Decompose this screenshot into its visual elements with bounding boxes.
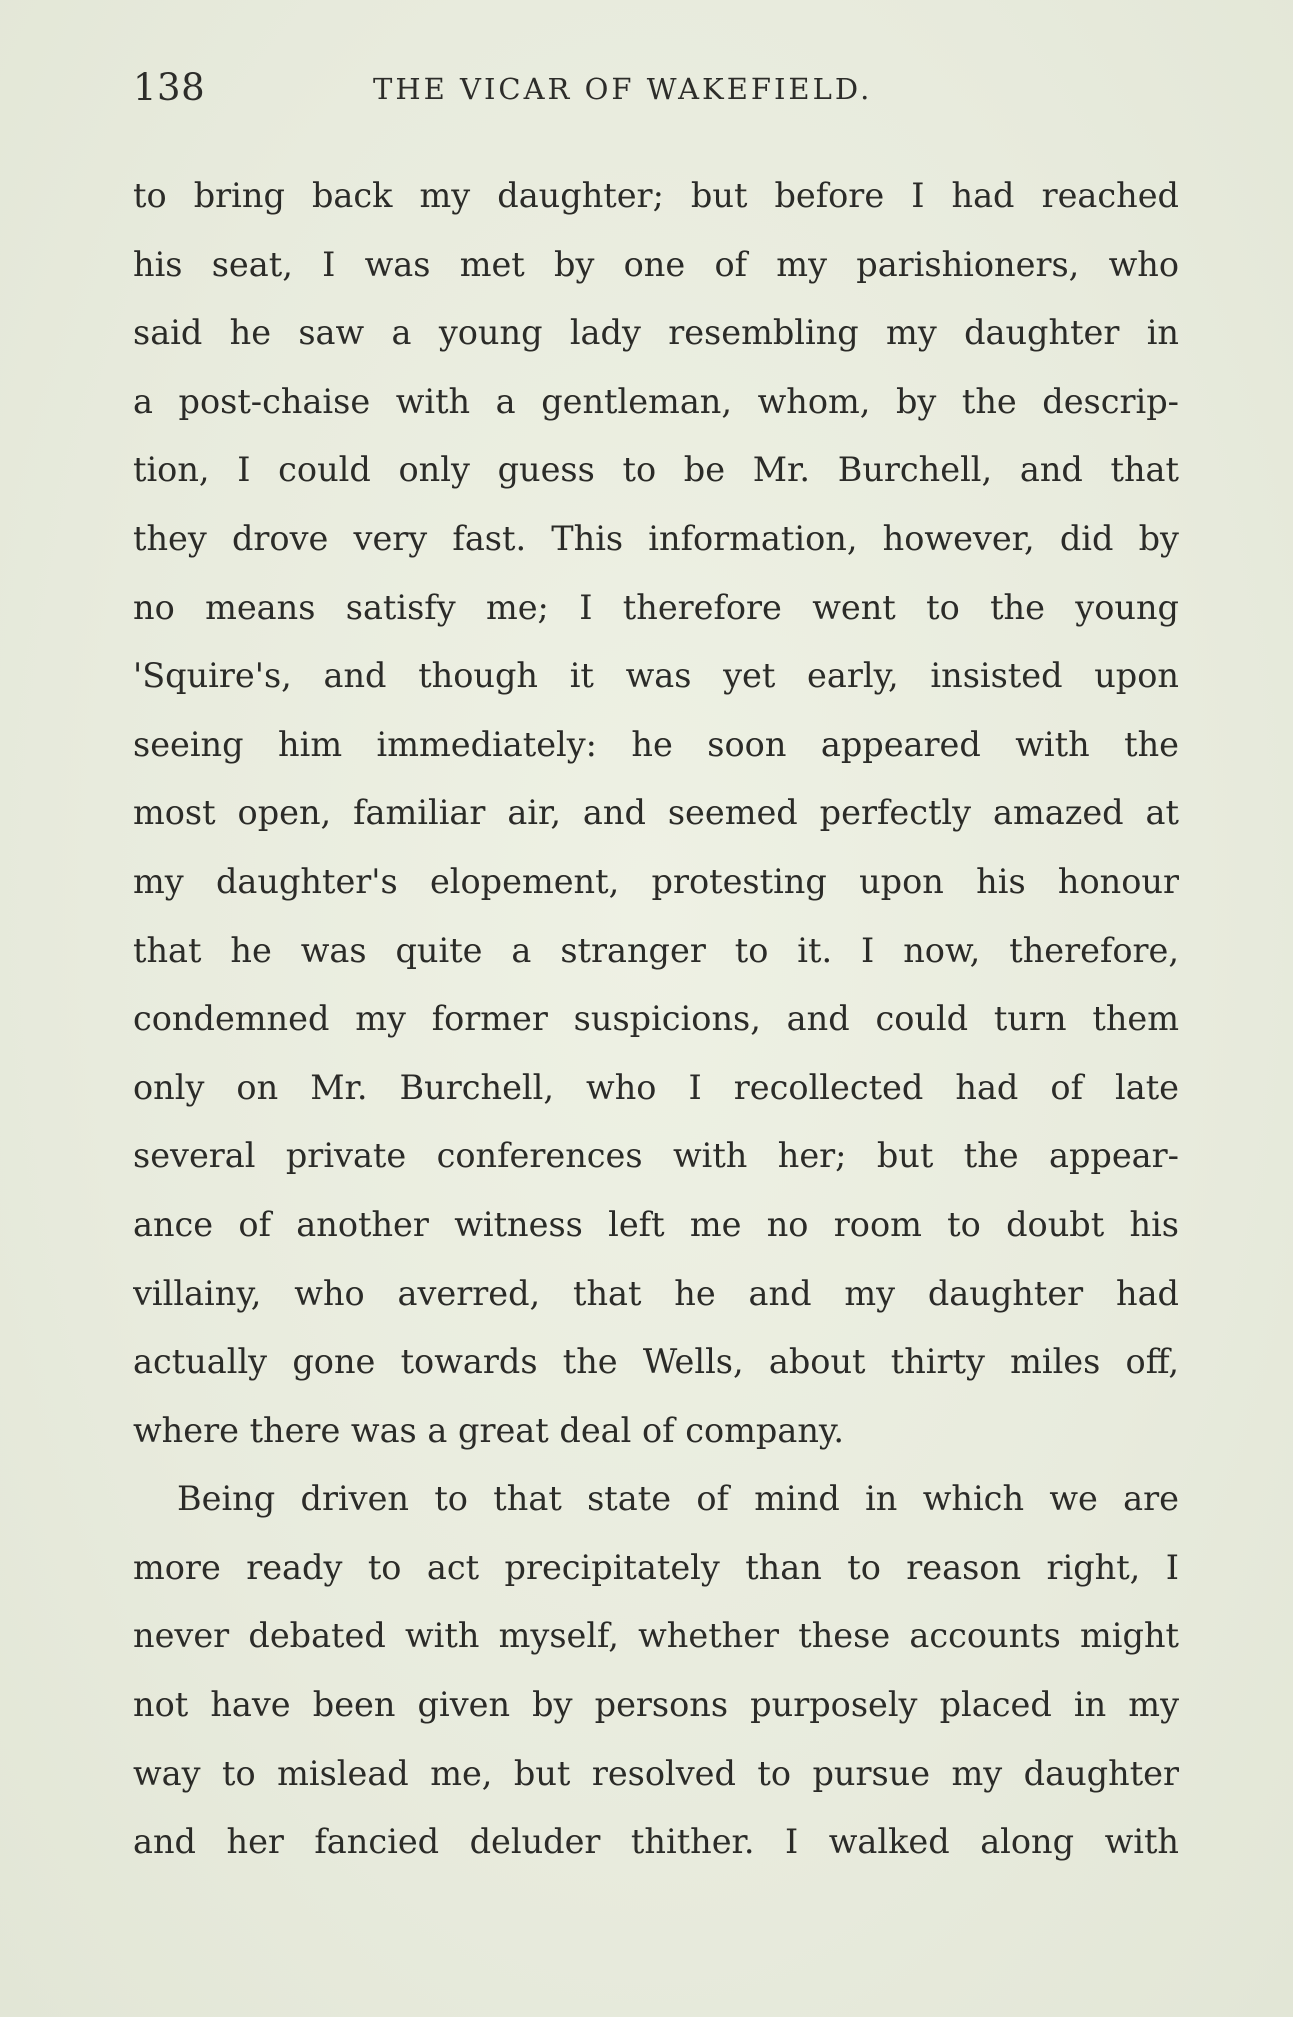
- text-line: they drove very fast. This information, however, did by: [133, 518, 1179, 558]
- text-line: condemned my former suspicions, and could turn them: [133, 999, 1179, 1039]
- text-line: ance of another witness left me no room to doubt his: [133, 1204, 1179, 1244]
- text-line: more ready to act precipitately than to reason right, I: [133, 1547, 1179, 1587]
- text-line: actually gone towards the Wells, about thirty miles off,: [133, 1342, 1179, 1382]
- text-line: tion, I could only guess to be Mr. Burchell, and that: [133, 450, 1179, 490]
- text-line: seeing him immediately: he soon appeared with the: [133, 724, 1179, 764]
- text-line: a post-chaise with a gentleman, whom, by the descrip-: [133, 381, 1179, 421]
- text-line: never debated with myself, whether these accounts might: [133, 1616, 1179, 1656]
- text-line: and her fancied deluder thither. I walked along with: [133, 1822, 1179, 1862]
- running-head: THE VICAR OF WAKEFIELD.: [373, 72, 873, 106]
- body-text: [133, 162, 1179, 1877]
- page-header: [133, 66, 1179, 114]
- text-line: that he was quite a stranger to it. I now, therefore,: [133, 930, 1179, 970]
- text-line: only on Mr. Burchell, who I recollected had of late: [133, 1067, 1179, 1107]
- text-line: not have been given by persons purposely placed in my: [133, 1685, 1179, 1725]
- paragraph-first-line: Being driven to that state of mind in which we are: [177, 1479, 1179, 1519]
- text-line: villainy, who averred, that he and my daughter had: [133, 1273, 1179, 1313]
- text-line: most open, familiar air, and seemed perfectly amazed at: [133, 793, 1179, 833]
- text-line: to bring back my daughter; but before I had reached: [133, 176, 1179, 215]
- text-line: several private conferences with her; but the appear-: [133, 1136, 1179, 1176]
- page-number: 138: [133, 66, 206, 109]
- text-line: 'Squire's, and though it was yet early, insisted upon: [133, 656, 1179, 696]
- text-line: my daughter's elopement, protesting upon his honour: [133, 861, 1179, 901]
- text-line: his seat, I was met by one of my parishioners, who: [133, 244, 1179, 284]
- paragraph-last-line: where there was a great deal of company.: [133, 1410, 845, 1450]
- text-line: no means satisfy me; I therefore went to the young: [133, 587, 1179, 627]
- text-line: way to mislead me, but resolved to pursue my daughter: [133, 1753, 1179, 1793]
- text-line: said he saw a young lady resembling my daughter in: [133, 313, 1179, 353]
